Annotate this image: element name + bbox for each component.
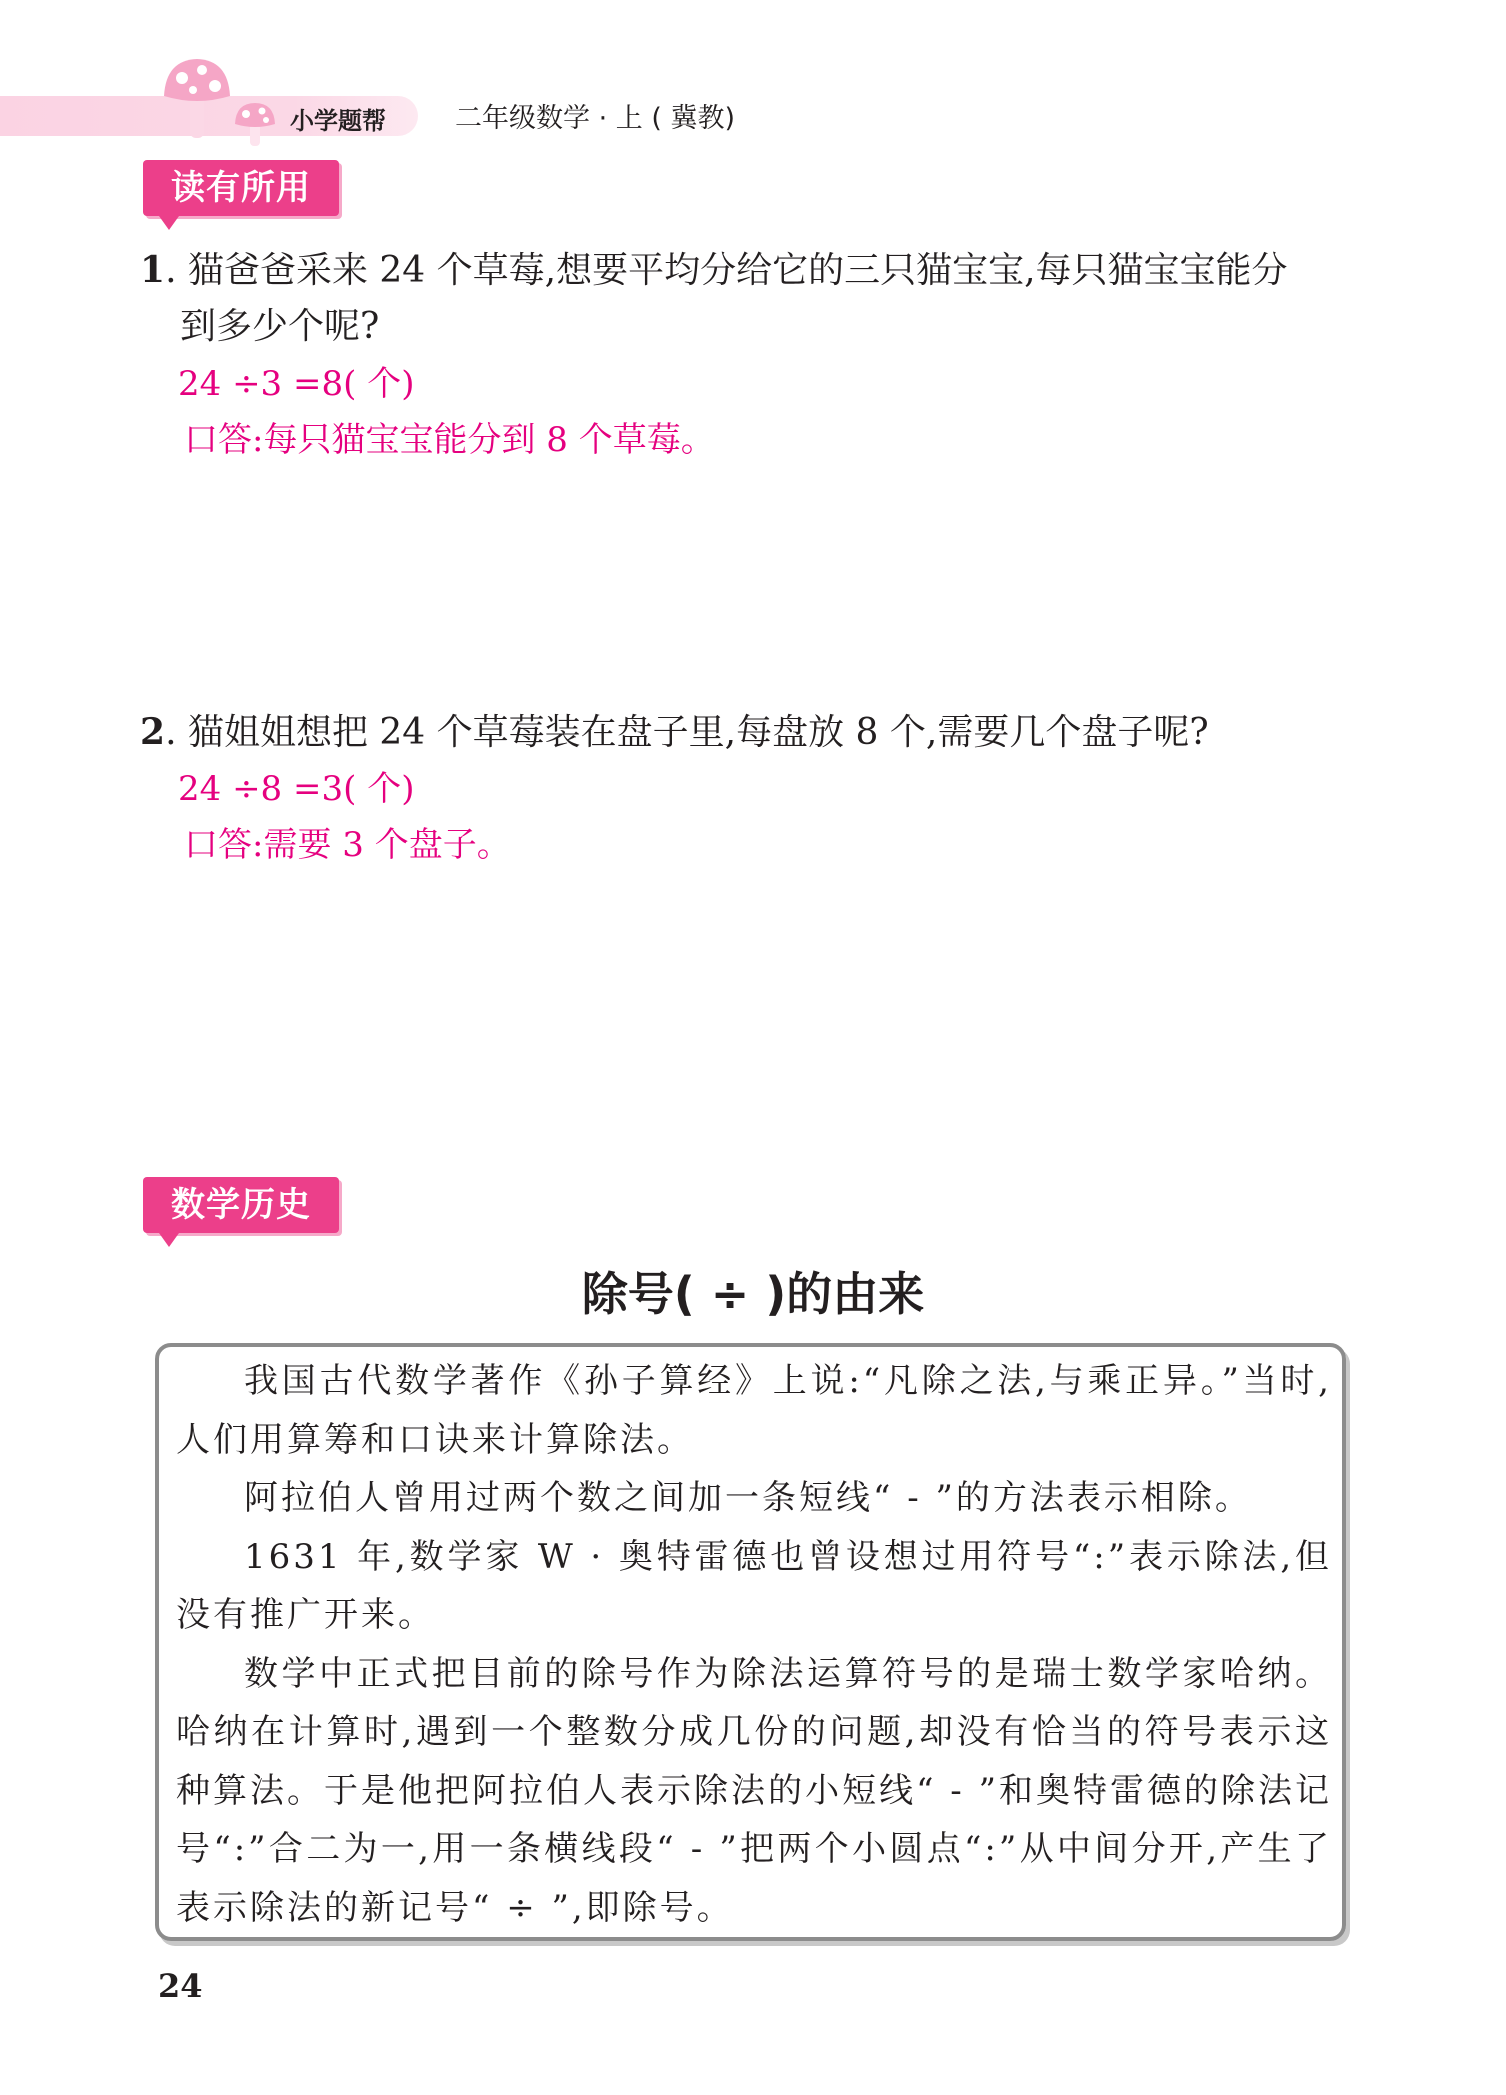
answer-1 <box>178 356 715 468</box>
question-2 <box>140 704 1209 761</box>
history-paragraph: 1631 年,数学家 W · 奥特雷德也曾设想过用符号“:”表示除法,但没有推广开来。 <box>176 1536 1332 1635</box>
mushroom-small-icon <box>232 100 278 148</box>
brand-name: 小学题帮 <box>290 107 386 135</box>
answer-equation: 24 ÷3 =8( 个) <box>178 364 415 404</box>
history-paragraph: 我国古代数学著作《孙子算经》上说:“凡除之法,与乘正异。”当时,人们用算筹和口诀来计算除法。 <box>176 1361 1332 1460</box>
section-tag-history: 数学历史 <box>143 1177 339 1233</box>
history-paragraph: 阿拉伯人曾用过两个数之间加一条短线“ - ”的方法表示相除。 <box>244 1478 1252 1518</box>
answer-text: 口答:需要 3 个盘子。 <box>184 825 511 865</box>
question-text-line2: 到多少个呢? <box>180 306 380 347</box>
question-1 <box>140 242 1288 355</box>
page-number: 24 <box>158 1967 203 2005</box>
question-number: 2 <box>140 711 166 753</box>
answer-2 <box>178 761 511 873</box>
section-tag-reading: 读有所用 <box>143 160 339 216</box>
question-number: 1 <box>140 249 166 291</box>
book-title: 二年级数学 · 上 ( 冀教) <box>455 103 735 134</box>
question-text-line1: . 猫爸爸采来 24 个草莓,想要平均分给它的三只猫宝宝,每只猫宝宝能分 <box>165 250 1288 291</box>
answer-equation: 24 ÷8 =3( 个) <box>178 769 415 809</box>
history-title: 除号( ÷ )的由来 <box>581 1267 925 1321</box>
history-text <box>176 1352 1332 1937</box>
answer-text: 口答:每只猫宝宝能分到 8 个草莓。 <box>184 420 715 460</box>
history-paragraph: 数学中正式把目前的除号作为除法运算符号的是瑞士数学家哈纳。哈纳在计算时,遇到一个整数分成几份的问题,却没有恰当的符号表示这种算法。于是他把阿拉伯人表示除法的小短线“ - ”和奥特雷德的除法记号“:”合二为一,用一条横线段“ - ”把两个小圆点“:”从中间分开,产生了表示除法的新记号“ ÷ ”,即除号。 <box>176 1653 1332 1928</box>
question-text-line1: . 猫姐姐想把 24 个草莓装在盘子里,每盘放 8 个,需要几个盘子呢? <box>165 712 1209 753</box>
mushroom-logo-icon <box>160 56 234 142</box>
